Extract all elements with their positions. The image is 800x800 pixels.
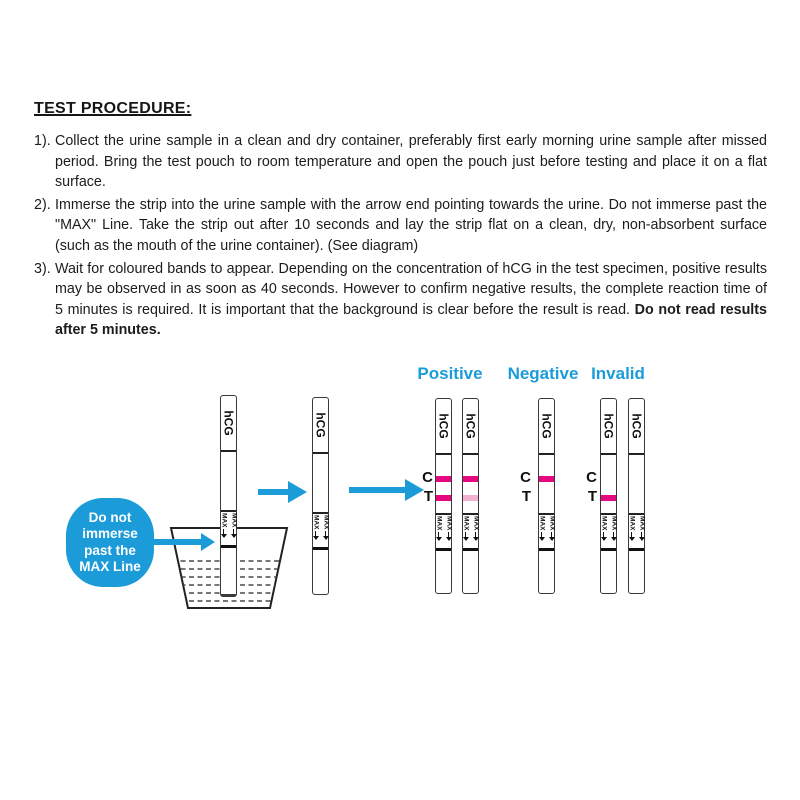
strip-max-label: MAX bbox=[538, 516, 546, 531]
strip-max-label: MAX bbox=[445, 516, 453, 531]
step-number: 1). bbox=[34, 133, 51, 149]
arrow-shaft bbox=[258, 489, 288, 495]
strip-max-section bbox=[601, 515, 616, 551]
max-line-callout bbox=[66, 498, 154, 587]
page-title: TEST PROCEDURE: bbox=[34, 100, 192, 117]
down-arrow-icon bbox=[448, 532, 449, 540]
down-arrow-icon bbox=[541, 532, 542, 540]
arrow-shaft bbox=[154, 539, 201, 545]
step-text-body: Immerse the strip into the urine sample with the arrow end pointing towards the urine. Do not immerse past the "MAX" Line. Take the strip out after 10 seconds and lay the strip flat on a clean, dry, non-absorbent surface (such as the mouth of the urine container). (See diagram) bbox=[55, 196, 767, 254]
strip-max-label: MAX bbox=[472, 516, 480, 531]
strip-max-section bbox=[629, 515, 644, 551]
procedure-step-1 bbox=[34, 131, 767, 193]
down-arrow-icon bbox=[315, 531, 316, 539]
strip-result-window bbox=[221, 452, 236, 512]
strip-handle bbox=[221, 548, 236, 594]
strip-result-window bbox=[539, 455, 554, 515]
arrow-head bbox=[201, 533, 215, 551]
strip-max-section bbox=[463, 515, 478, 551]
down-arrow-icon bbox=[603, 532, 604, 540]
arrow-head bbox=[405, 479, 424, 501]
control-band bbox=[436, 476, 451, 482]
label-invalid: Invalid bbox=[591, 364, 645, 383]
procedure-step-3 bbox=[34, 259, 767, 341]
result-strip-invalid-1 bbox=[600, 398, 617, 594]
strip-max-section bbox=[539, 515, 554, 551]
step-text bbox=[55, 195, 767, 257]
strip-handle bbox=[463, 551, 478, 593]
step-number: 3). bbox=[34, 260, 51, 277]
callout-line: MAX Line bbox=[79, 559, 141, 574]
down-arrow-icon bbox=[233, 529, 234, 537]
strip-hcg-label: hCG bbox=[629, 413, 644, 439]
step-number: 2). bbox=[34, 196, 51, 213]
strip-max-label: MAX bbox=[628, 516, 636, 531]
strip-hcg-label: hCG bbox=[601, 413, 616, 439]
strip-max-section bbox=[436, 515, 451, 551]
strip-max-section bbox=[313, 514, 328, 550]
strip-max-label: MAX bbox=[638, 516, 646, 531]
strip-result-window bbox=[629, 455, 644, 515]
strip-hcg-label: hCG bbox=[436, 413, 451, 439]
control-band bbox=[539, 476, 554, 482]
step-text-bold: Do not read results after 5 minutes. bbox=[55, 301, 767, 339]
result-strip-positive-1 bbox=[435, 398, 452, 594]
strip-max-section bbox=[221, 512, 236, 548]
down-arrow-icon bbox=[223, 529, 224, 537]
down-arrow-icon bbox=[325, 531, 326, 539]
strip-handle bbox=[539, 551, 554, 593]
control-line-label: C bbox=[520, 469, 531, 486]
control-line-label: C bbox=[422, 469, 433, 486]
strip-result-window bbox=[436, 455, 451, 515]
strip-hcg-label: hCG bbox=[221, 410, 236, 436]
result-strip-invalid-2 bbox=[628, 398, 645, 594]
step-text-body: Collect the urine sample in a clean and dry container, preferably first early morning urine sample after missed period. Bring the test pouch to room temperature and open the pouch just before testing and place it on a flat surface. bbox=[55, 133, 767, 191]
callout-line: past the bbox=[84, 542, 136, 558]
strip-hcg-label: hCG bbox=[539, 413, 554, 439]
step-text-body: Wait for coloured bands to appear. Depending on the concentration of hCG in the test specimen, positive results may be observed in as soon as 40 seconds. However to confirm negative results, the complete reaction time of 5 minutes is required. It is important that the background is clear before the result is read. bbox=[55, 260, 767, 318]
step-arrow-2 bbox=[349, 479, 424, 501]
strip-result-window bbox=[463, 455, 478, 515]
arrow-head bbox=[288, 481, 307, 503]
down-arrow-icon bbox=[641, 532, 642, 540]
test-band bbox=[601, 495, 616, 501]
callout-line: Do not bbox=[88, 509, 132, 525]
strip-hcg-section bbox=[221, 396, 236, 452]
down-arrow-icon bbox=[631, 532, 632, 540]
strip-result-window bbox=[313, 454, 328, 514]
callout-line: immerse bbox=[82, 526, 138, 541]
test-line-label: T bbox=[423, 488, 434, 505]
strip-handle bbox=[601, 551, 616, 593]
procedure-step-2 bbox=[34, 195, 767, 257]
strip-hcg-section bbox=[601, 399, 616, 455]
strip-max-label: MAX bbox=[312, 515, 320, 530]
strip-handle bbox=[436, 551, 451, 593]
step-text bbox=[55, 259, 767, 341]
step-text bbox=[55, 131, 767, 193]
procedure-section bbox=[34, 100, 767, 343]
strip-max-label: MAX bbox=[462, 516, 470, 531]
control-band bbox=[463, 476, 478, 482]
strip-max-label: MAX bbox=[610, 516, 618, 531]
strip-handle bbox=[313, 550, 328, 594]
strip-hcg-label: hCG bbox=[313, 412, 328, 438]
strip-result-window bbox=[601, 455, 616, 515]
strip-hcg-label: hCG bbox=[463, 413, 478, 439]
test-strip-blank bbox=[312, 397, 329, 595]
test-band-faint bbox=[463, 495, 478, 501]
down-arrow-icon bbox=[475, 532, 476, 540]
down-arrow-icon bbox=[551, 532, 552, 540]
down-arrow-icon bbox=[438, 532, 439, 540]
test-line-label: T bbox=[521, 488, 532, 505]
strip-max-label: MAX bbox=[548, 516, 556, 531]
control-line-label: C bbox=[586, 469, 597, 486]
arrow-shaft bbox=[349, 487, 405, 493]
result-strip-negative bbox=[538, 398, 555, 594]
label-positive: Positive bbox=[417, 364, 483, 383]
test-band bbox=[436, 495, 451, 501]
strip-max-label: MAX bbox=[600, 516, 608, 531]
label-negative: Negative bbox=[507, 364, 579, 383]
down-arrow-icon bbox=[465, 532, 466, 540]
strip-max-label: MAX bbox=[220, 513, 228, 528]
strip-max-label: MAX bbox=[230, 513, 238, 528]
test-line-label: T bbox=[587, 488, 598, 505]
callout-arrow bbox=[154, 533, 215, 551]
strip-hcg-section bbox=[463, 399, 478, 455]
strip-hcg-section bbox=[629, 399, 644, 455]
strip-hcg-section bbox=[313, 398, 328, 454]
strip-handle bbox=[629, 551, 644, 593]
strip-hcg-section bbox=[539, 399, 554, 455]
step-arrow-1 bbox=[258, 481, 307, 503]
result-strip-positive-2 bbox=[462, 398, 479, 594]
down-arrow-icon bbox=[613, 532, 614, 540]
strip-max-label: MAX bbox=[435, 516, 443, 531]
test-strip-dipped bbox=[220, 395, 237, 597]
strip-max-label: MAX bbox=[322, 515, 330, 530]
strip-hcg-section bbox=[436, 399, 451, 455]
